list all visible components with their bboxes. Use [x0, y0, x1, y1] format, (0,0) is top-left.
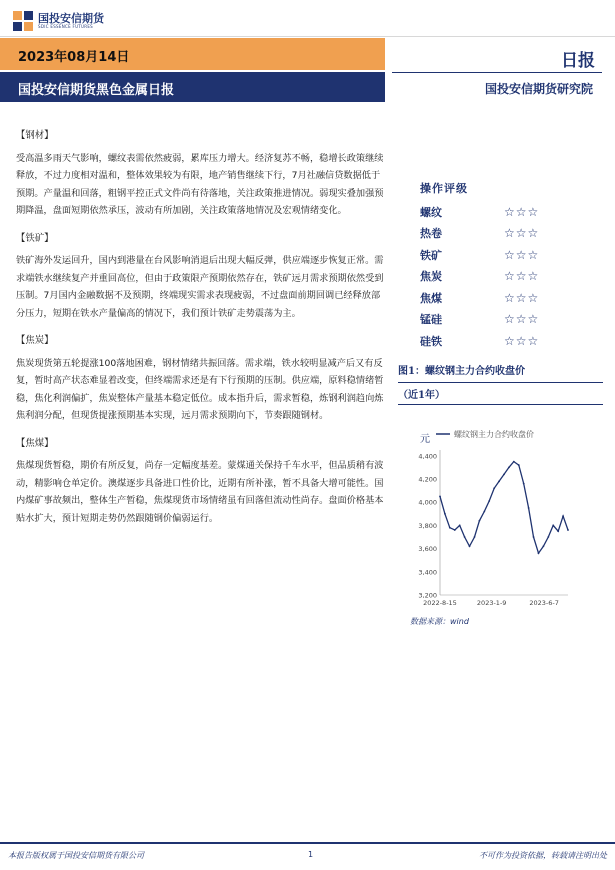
data-point: [449, 527, 451, 529]
commodity-name: 螺纹: [420, 205, 442, 219]
logo-subtext: SDIC ESSENCE FUTURES: [38, 24, 94, 29]
star-rating: ☆☆☆: [504, 226, 540, 241]
data-point: [483, 511, 485, 513]
y-tick-label: 3,600: [418, 545, 437, 554]
section-title: 【钢材】: [16, 130, 54, 141]
commodity-name: 硅铁: [420, 334, 442, 348]
data-point: [469, 545, 471, 547]
rating-row: [420, 309, 539, 331]
star-rating: ☆☆☆: [504, 204, 540, 219]
data-point: [542, 545, 544, 547]
commodity-name: 铁矿: [420, 248, 442, 262]
data-point: [439, 496, 441, 498]
legend-label: 螺纹钢主力合约收盘价: [454, 430, 534, 439]
logo-mark-icon: [12, 10, 34, 32]
report-date: 2023年08月14日: [18, 50, 130, 65]
commodity-name: 锰硅: [420, 313, 442, 327]
star-rating: ☆☆☆: [504, 269, 540, 284]
commodity-name: 热卷: [420, 227, 442, 241]
section-body: 焦煤现货暂稳，期价有所反复，尚存一定幅度基差。蒙煤通关保持千车水平，但品质稍有波动，精影响仓单定价。澳煤逐步具备进口性价比，近期有所补涨，暂不具备大增可能性。国内煤矿事故频出，整体生产暂稳，焦煤现货市场情绪虽有回落但流动性尚存。盘面价格基本贴水扩大，预计短期走势仍然跟随钢价偏弱运行。: [16, 460, 384, 524]
rating-row: [420, 330, 539, 352]
daily-label: 日报: [561, 51, 595, 71]
section-title: 【铁矿】: [16, 232, 54, 244]
rebar-price-chart: [398, 410, 603, 610]
data-point: [523, 483, 525, 485]
data-source: 数据来源：wind: [410, 617, 469, 626]
data-point: [454, 529, 456, 531]
y-tick-label: 3,800: [418, 521, 437, 530]
data-point: [474, 536, 476, 538]
y-tick-label: 4,200: [418, 475, 437, 484]
star-rating: ☆☆☆: [504, 333, 540, 348]
data-point: [528, 507, 530, 509]
data-point: [533, 536, 535, 538]
star-rating: ☆☆☆: [504, 290, 540, 305]
ratings-title: 操作评级: [420, 182, 468, 195]
y-tick-label: 3,200: [418, 591, 437, 600]
data-point: [444, 513, 446, 515]
section-title: 【焦炭】: [16, 335, 54, 346]
right-header-divider: [392, 72, 602, 73]
section-body: 铁矿海外发运回升，国内到港量在台风影响消退后出现大幅反弹，供应端逐步恢复正常。需求端铁水继续复产并重回高位，但由于政策限产预期依然存在，铁矿远月需求预期依然受到压制。7月国内金融数据不及预期，终端现实需求表现疲弱，不过盘面前期回调已经释放部分压力，短期在铁水产量偏高的情况下，我们预计铁矿走势震荡为主。: [16, 255, 384, 319]
data-point: [488, 500, 490, 502]
header-divider: [0, 36, 615, 37]
y-unit-label: 元: [420, 434, 430, 445]
data-point: [503, 473, 505, 475]
data-point: [547, 536, 549, 538]
figure-divider-bottom: [398, 404, 603, 405]
rating-row: [420, 287, 539, 309]
data-point: [538, 552, 540, 554]
figure-title-line1: 图1：螺纹钢主力合约收盘价: [398, 366, 525, 377]
section-body: 受高温多雨天气影响，螺纹表需依然疲弱，累库压力增大。经济复苏不畅，稳增长政策继续释放，不过力度相对温和，整体效果较为有限，地产销售继续下行，7月社融信贷数据低于预期。产量温和回落，粗钢平控正式文件尚有待落地，关注政策推进情况。弱现实叠加强预期降温，盘面短期依然承压，波动有所加剧，关注政策落地情况及宏观情绪变化。: [16, 152, 384, 216]
data-point: [498, 480, 500, 482]
section-coke: [16, 332, 386, 425]
section-body: 焦炭现货第五轮提涨100落地困难，钢材情绪共振回落。需求端，铁水较明显减产后又有反复，暂时高产状态难显着改变，但终端需求还是有下行预期的压制。供应端，原料稳情绪暂稳，焦化利润偏扩，焦炭整体产量基本稳定低位。成本指升后，需求暂稳，炼钢利润趋向炼焦利润分配，但现货提涨预期基本实现，远月需求预期向下，节奏跟随钢材。: [16, 357, 384, 421]
x-tick-label: 2023-6-7: [529, 599, 559, 607]
price-series-line: [440, 462, 568, 554]
section-title: 【焦煤】: [16, 437, 54, 449]
commodity-name: 焦炭: [420, 270, 442, 284]
data-point: [562, 515, 564, 517]
copyright-notice: 本报告版权属于国投安信期货有限公司: [8, 851, 144, 860]
data-point: [478, 520, 480, 522]
footer-divider: [0, 842, 615, 844]
report-title: 国投安信期货黑色金属日报: [18, 83, 175, 98]
y-tick-label: 4,000: [418, 498, 437, 507]
data-point: [557, 530, 559, 532]
disclaimer: 不可作为投资依据，转载请注明出处: [479, 851, 607, 860]
rating-row: [420, 201, 539, 223]
data-point: [552, 525, 554, 527]
y-tick-label: 4,400: [418, 452, 437, 461]
data-point: [508, 467, 510, 469]
logo-text: 国投安信期货: [38, 12, 104, 25]
figure-title: [398, 360, 603, 408]
figure-divider: [398, 382, 603, 383]
operation-ratings: [420, 180, 539, 352]
data-point: [567, 529, 569, 531]
figure-title-line2: （近1年）: [398, 390, 445, 401]
commodity-name: 焦煤: [420, 291, 442, 305]
star-rating: ☆☆☆: [504, 247, 540, 262]
institute-name: 国投安信期货研究院: [484, 82, 593, 96]
data-point: [518, 464, 520, 466]
data-point: [513, 461, 515, 463]
data-point: [464, 536, 466, 538]
data-point: [493, 487, 495, 489]
section-steel: [16, 127, 386, 220]
rating-row: [420, 266, 539, 288]
company-logo: [12, 10, 104, 32]
page-number: 1: [308, 850, 314, 859]
data-point: [459, 525, 461, 527]
y-tick-label: 3,400: [418, 568, 437, 577]
rating-row: [420, 223, 539, 245]
commentary-column: [16, 127, 386, 527]
star-rating: ☆☆☆: [504, 312, 540, 327]
rating-row: [420, 244, 539, 266]
x-tick-label: 2023-1-9: [476, 599, 507, 607]
x-tick-label: 2022-8-15: [423, 599, 457, 607]
section-coking-coal: [16, 435, 386, 528]
section-iron-ore: [16, 230, 386, 323]
